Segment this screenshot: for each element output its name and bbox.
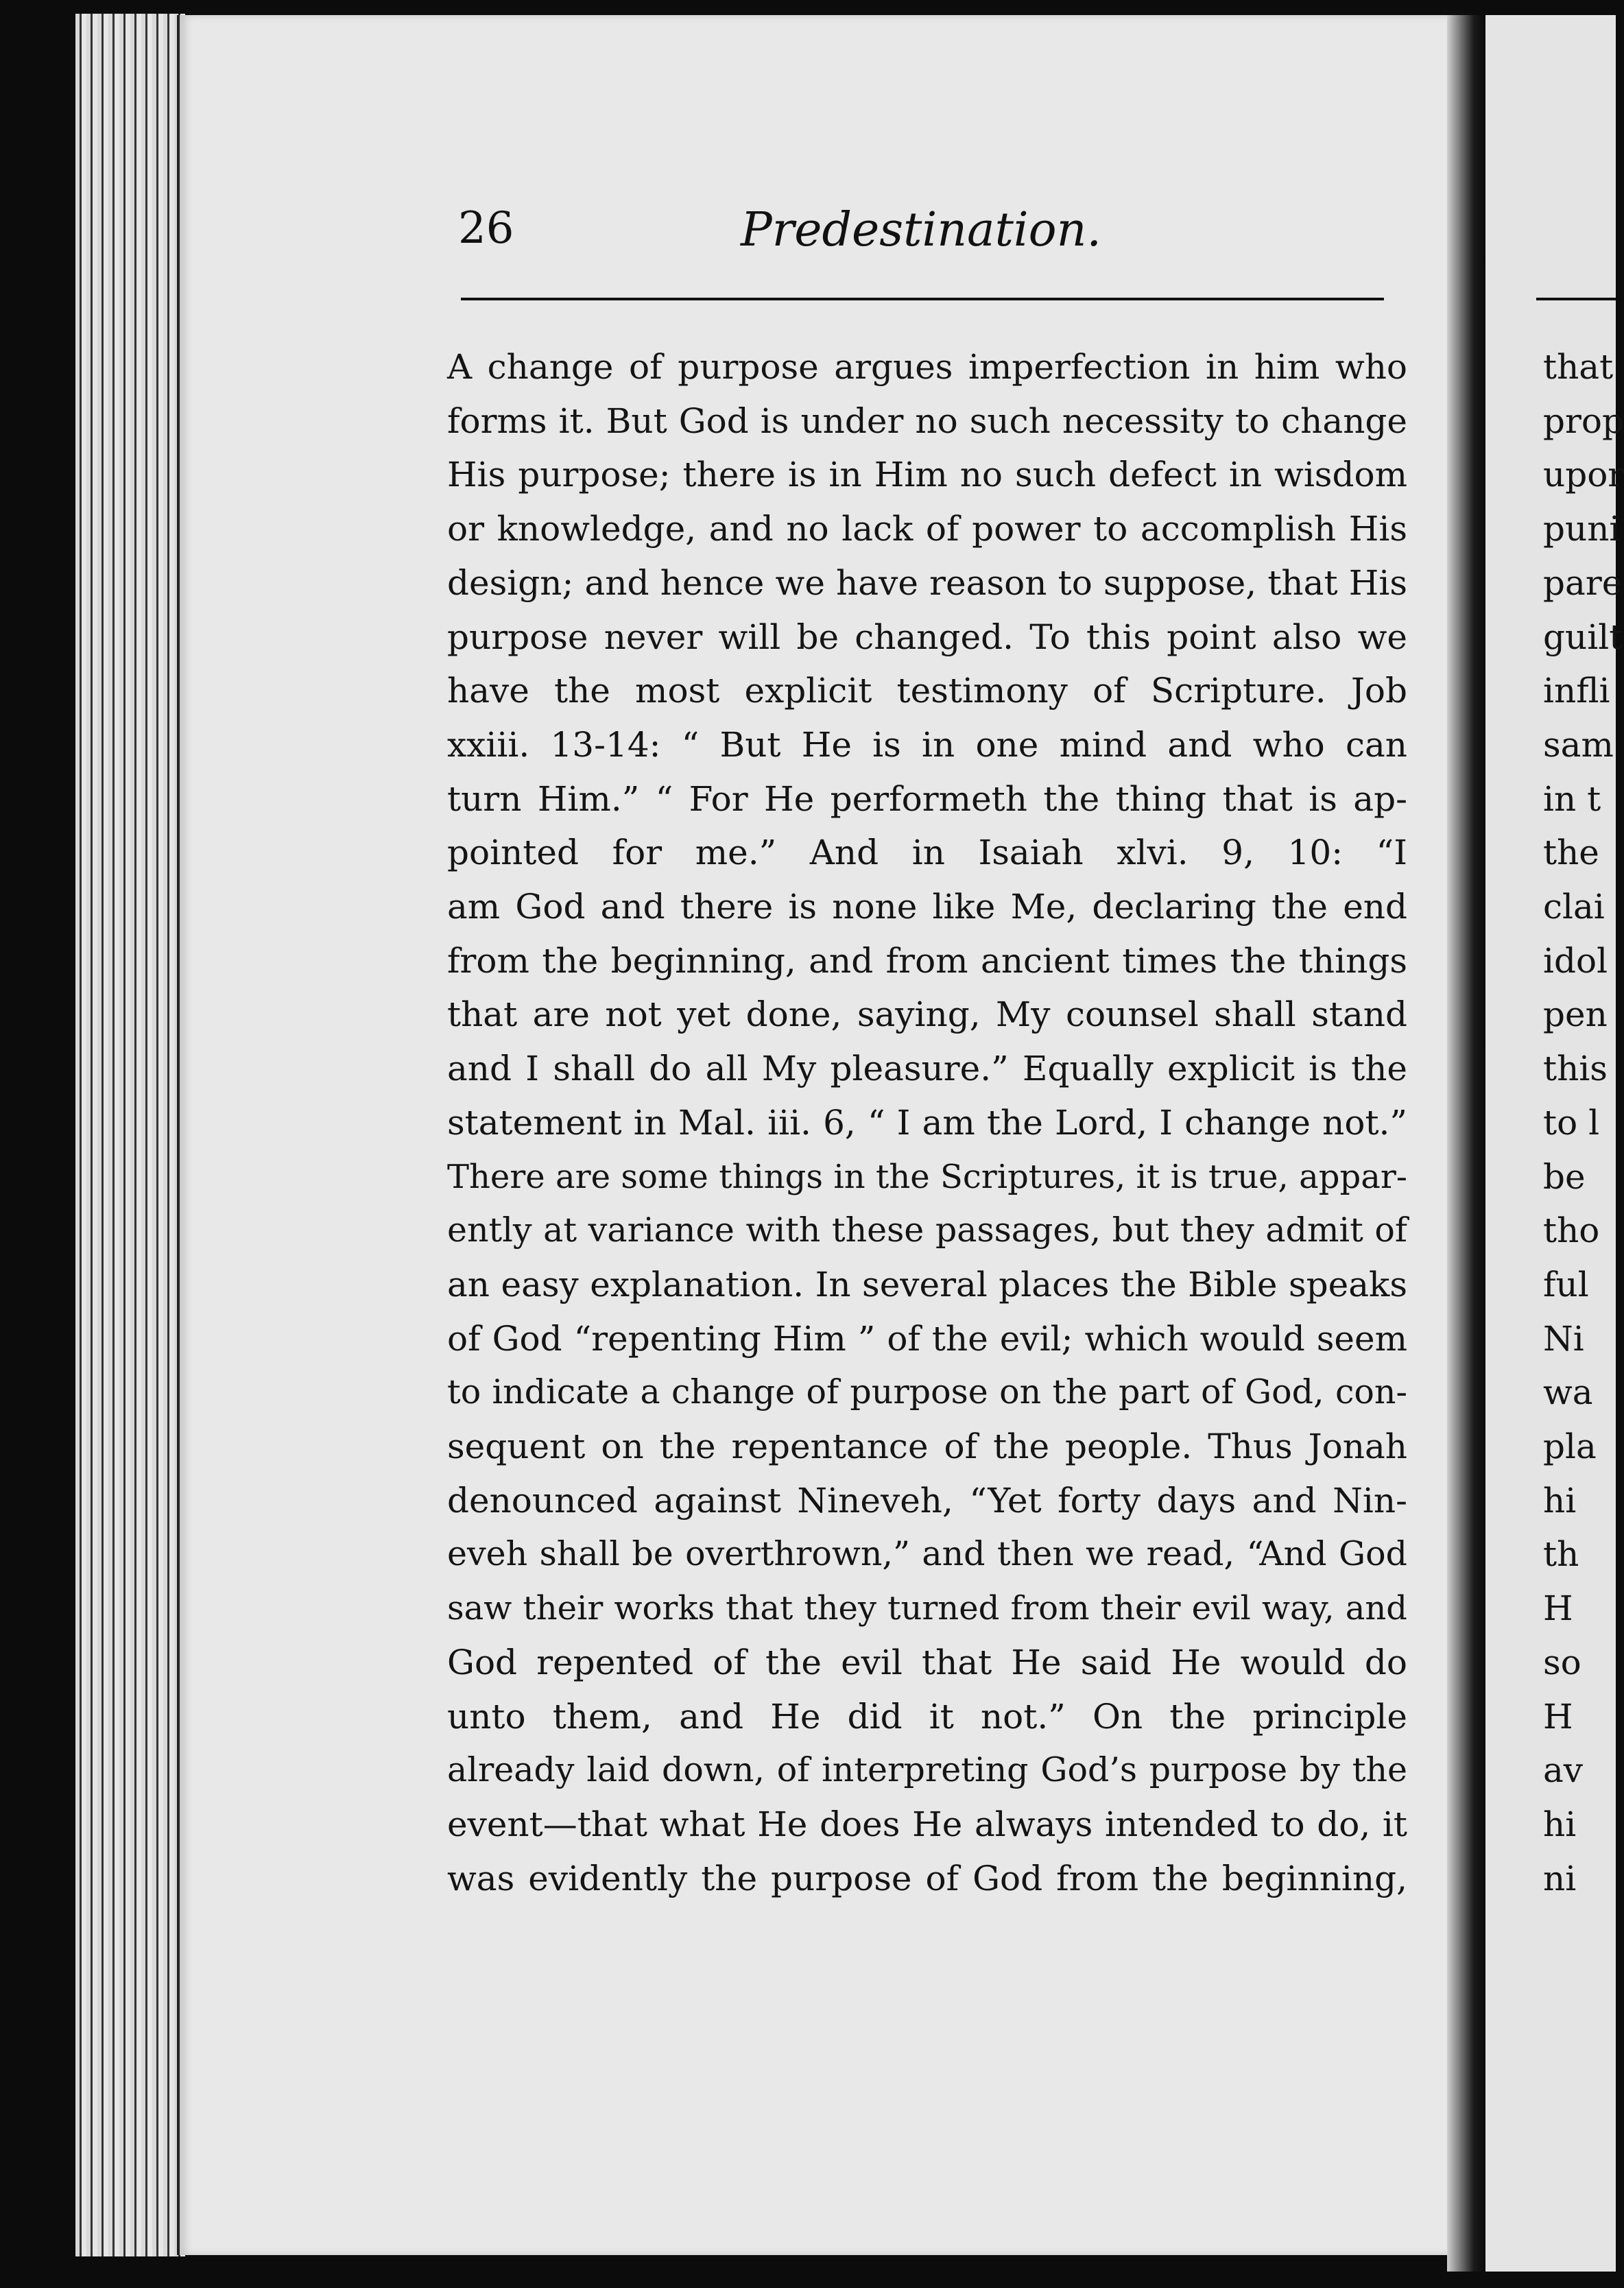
text-line: ently at variance with these passages, but they admit of [447,1211,1407,1250]
text-line: was evidently the purpose of God from the beginning, [447,1858,1407,1898]
text-line: and I shall do all My pleasure.” Equally explicit is the [447,1049,1407,1089]
text-line: forms it. But God is under no such necessity to change [447,401,1407,441]
page-header [458,203,1384,272]
facing-text-line: H [1543,1696,1573,1737]
page-number: 26 [458,203,514,254]
facing-text-line: to l [1543,1102,1600,1143]
text-line: saw their works that they turned from their evil way, and [447,1589,1407,1628]
text-line: unto them, and He did it not.” On the principle [447,1696,1407,1737]
facing-text-line: pen [1543,994,1608,1035]
text-line: His purpose; there is in Him no such defect in wisdom [447,455,1407,495]
text-line: already laid down, of interpreting God’s purpose by the [447,1750,1407,1790]
text-line: that are not yet done, saying, My counsel shall stand [447,994,1407,1035]
text-line: sequent on the repentance of the people. Thus Jonah [447,1427,1407,1467]
facing-text-line: sam [1543,724,1614,765]
body-text [447,340,1407,1905]
facing-text-line: Ni [1543,1318,1584,1359]
text-line: xxiii. 13-14: “ But He is in one mind and who can [447,724,1407,765]
text-line: statement in Mal. iii. 6, “ I am the Lord, I change not.” [447,1102,1407,1143]
facing-page-text [1543,340,1624,1905]
text-line: an easy explanation. In several places the Bible speaks [447,1264,1407,1304]
book-page-edges [75,14,185,2256]
facing-text-line: prop [1543,401,1624,441]
text-line: pointed for me.” And in Isaiah xlvi. 9, 10: “I [447,833,1407,873]
text-line: am God and there is none like Me, declaring the end [447,887,1407,927]
facing-text-line: the [1543,833,1599,873]
facing-text-line: idol [1543,940,1608,981]
facing-text-line: puni [1543,509,1621,549]
text-line: from the beginning, and from ancient times the things [447,940,1407,981]
text-line: turn Him.” “ For He performeth the thing that is ap- [447,778,1407,819]
facing-text-line: av [1543,1750,1584,1791]
text-line: There are some things in the Scriptures, it is true, appar- [447,1157,1407,1196]
facing-text-line: in t [1543,778,1601,819]
facing-text-line: infli [1543,671,1610,711]
facing-text-line: ni [1543,1858,1577,1898]
facing-text-line: tho [1543,1211,1600,1251]
facing-text-line: ful [1543,1264,1589,1304]
text-line: A change of purpose argues imperfection in him who [447,347,1407,387]
facing-text-line: pare [1543,562,1623,603]
facing-text-line: wa [1543,1372,1593,1413]
facing-header-rule [1536,298,1616,300]
facing-text-line: pla [1543,1427,1597,1467]
facing-text-line: H [1543,1588,1573,1629]
facing-text-line: that [1543,347,1614,387]
text-line: denounced against Nineveh, “Yet forty days and Nin- [447,1480,1407,1521]
text-line: or knowledge, and no lack of power to accomplish His [447,509,1407,549]
facing-text-line: so [1543,1642,1581,1682]
facing-text-line: hi [1543,1804,1577,1844]
facing-text-line: guilt [1543,617,1623,657]
facing-text-line: this [1543,1049,1608,1089]
book-gutter [1447,15,1485,2272]
text-line: purpose never will be changed. To this point also we [447,617,1407,657]
header-rule [461,298,1384,300]
facing-text-line: th [1543,1534,1579,1575]
running-title: Predestination. [740,203,1101,257]
facing-text-line: hi [1543,1480,1577,1521]
text-line: of God “repenting Him ” of the evil; which would seem [447,1318,1407,1359]
facing-text-line: clai [1543,887,1605,927]
text-line: to indicate a change of purpose on the part of God, con- [447,1372,1407,1412]
text-line: event—that what He does He always intended to do, it [447,1804,1407,1844]
text-line: have the most explicit testimony of Scripture. Job [447,671,1407,711]
facing-text-line: upor [1543,455,1624,495]
text-line: eveh shall be overthrown,” and then we read, “And God [447,1534,1407,1574]
text-line: design; and hence we have reason to suppose, that His [447,562,1407,603]
text-line: God repented of the evil that He said He would do [447,1642,1407,1682]
facing-text-line: be [1543,1156,1586,1197]
